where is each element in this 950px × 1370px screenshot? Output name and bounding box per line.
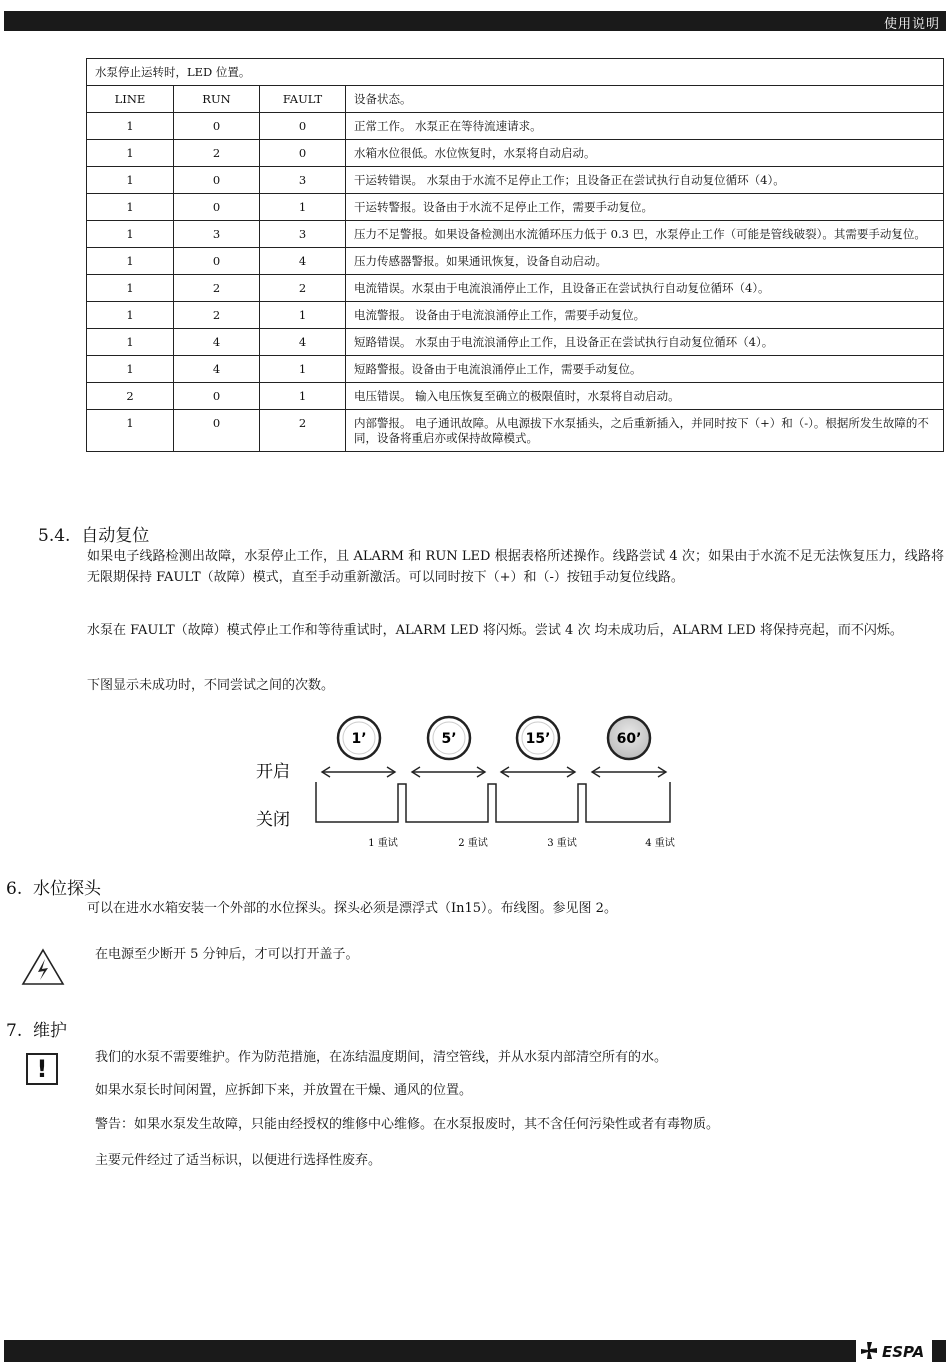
table-caption-row bbox=[87, 59, 944, 86]
cell-fault: 1 bbox=[260, 356, 346, 383]
logo-text: ESPA bbox=[882, 1343, 925, 1361]
cell-fault: 4 bbox=[260, 329, 346, 356]
cell-fault: 3 bbox=[260, 221, 346, 248]
cell-fault: 2 bbox=[260, 275, 346, 302]
header-bar bbox=[4, 11, 946, 31]
section-number: 6. bbox=[6, 879, 23, 899]
led-status-table bbox=[86, 58, 944, 452]
paragraph: 如果水泵长时间闲置，应拆卸下来，并放置在干燥、通风的位置。 bbox=[95, 1083, 473, 1098]
table-row bbox=[87, 167, 944, 194]
interval-clock-60 bbox=[608, 717, 650, 759]
table-row bbox=[87, 410, 944, 452]
cell-line: 1 bbox=[87, 248, 174, 275]
paragraph: 水泵在 FAULT（故障）模式停止工作和等待重试时，ALARM LED 将闪烁。尝试 4 次 均未成功后，ALARM LED 将保持亮起，而不闪烁。 bbox=[87, 623, 903, 638]
column-header-status: 设备状态。 bbox=[346, 86, 944, 113]
retry-label: 2 重试 bbox=[458, 838, 488, 849]
cell-status: 干运转警报。设备由于水流不足停止工作，需要手动复位。 bbox=[346, 194, 944, 221]
cell-fault: 1 bbox=[260, 302, 346, 329]
table-row bbox=[87, 356, 944, 383]
cell-status: 内部警报。 电子通讯故障。从电源拔下水泵插头，之后重新插入，并同时按下（+）和（-）。根据所发生故障的不同，设备将重启亦或保持故障模式。 bbox=[346, 410, 944, 452]
cell-status: 正常工作。 水泵正在等待流速请求。 bbox=[346, 113, 944, 140]
footer-bar bbox=[4, 1340, 856, 1362]
cell-run: 3 bbox=[174, 221, 260, 248]
interval-label: 5’ bbox=[441, 731, 457, 747]
cell-line: 1 bbox=[87, 167, 174, 194]
section-heading-7 bbox=[6, 1016, 67, 1041]
cell-run: 2 bbox=[174, 302, 260, 329]
cell-line: 2 bbox=[87, 383, 174, 410]
cell-fault: 4 bbox=[260, 248, 346, 275]
interval-clock-5 bbox=[428, 717, 470, 759]
section-heading-6 bbox=[6, 874, 101, 899]
cell-status: 水箱水位很低。水位恢复时，水泵将自动启动。 bbox=[346, 140, 944, 167]
table-row bbox=[87, 275, 944, 302]
cell-run: 2 bbox=[174, 140, 260, 167]
cell-fault: 1 bbox=[260, 383, 346, 410]
cell-fault: 3 bbox=[260, 167, 346, 194]
section-title: 维护 bbox=[33, 1021, 68, 1041]
cell-run: 0 bbox=[174, 410, 260, 452]
cell-run: 4 bbox=[174, 356, 260, 383]
cell-line: 1 bbox=[87, 221, 174, 248]
section-heading-5-4 bbox=[38, 521, 149, 546]
table-row bbox=[87, 140, 944, 167]
cell-status: 电流警报。 设备由于电流浪涌停止工作，需要手动复位。 bbox=[346, 302, 944, 329]
cell-line: 1 bbox=[87, 329, 174, 356]
interval-label: 15’ bbox=[525, 731, 551, 747]
cell-status: 干运转错误。 水泵由于水流不足停止工作；且设备正在尝试执行自动复位循环（4）。 bbox=[346, 167, 944, 194]
table-row bbox=[87, 113, 944, 140]
interval-arrows bbox=[322, 767, 666, 777]
cell-status: 电压错误。 输入电压恢复至确立的极限值时，水泵将自动启动。 bbox=[346, 383, 944, 410]
table-row bbox=[87, 329, 944, 356]
column-header-run: RUN bbox=[174, 86, 260, 113]
cell-run: 0 bbox=[174, 167, 260, 194]
warning-text: 在电源至少断开 5 分钟后，才可以打开盖子。 bbox=[95, 947, 359, 962]
paragraph: 警告：如果水泵发生故障，只能由经授权的维修中心维修。在水泵报废时，其不含任何污染性或者有毒物质。 bbox=[95, 1117, 720, 1132]
cell-run: 0 bbox=[174, 383, 260, 410]
off-label: 关闭 bbox=[256, 810, 290, 830]
cell-run: 4 bbox=[174, 329, 260, 356]
cell-run: 0 bbox=[174, 113, 260, 140]
signal-waveform bbox=[316, 782, 670, 822]
cell-status: 短路警报。设备由于电流浪涌停止工作，需要手动复位。 bbox=[346, 356, 944, 383]
cell-status: 短路错误。 水泵由于电流浪涌停止工作，且设备正在尝试执行自动复位循环（4）。 bbox=[346, 329, 944, 356]
electrical-hazard-icon bbox=[21, 948, 65, 986]
cell-line: 1 bbox=[87, 194, 174, 221]
cell-line: 1 bbox=[87, 140, 174, 167]
header-title: 使用说明 bbox=[883, 17, 940, 32]
cell-fault: 2 bbox=[260, 410, 346, 452]
interval-label: 60’ bbox=[616, 731, 642, 747]
cell-run: 0 bbox=[174, 194, 260, 221]
cell-fault: 0 bbox=[260, 113, 346, 140]
interval-clock-15 bbox=[517, 717, 559, 759]
cell-line: 1 bbox=[87, 410, 174, 452]
retry-timing-diagram bbox=[250, 710, 690, 860]
section-number: 7. bbox=[6, 1021, 23, 1041]
paragraph: 我们的水泵不需要维护。作为防范措施，在冻结温度期间，清空管线，并从水泵内部清空所有的水。 bbox=[95, 1050, 668, 1065]
table-row bbox=[87, 383, 944, 410]
column-header-line: LINE bbox=[87, 86, 174, 113]
retry-label: 1 重试 bbox=[368, 838, 398, 849]
table-row bbox=[87, 248, 944, 275]
table-row bbox=[87, 302, 944, 329]
cell-status: 电流错误。水泵由于电流浪涌停止工作，且设备正在尝试执行自动复位循环（4）。 bbox=[346, 275, 944, 302]
cell-fault: 1 bbox=[260, 194, 346, 221]
paragraph: 如果电子线路检测出故障，水泵停止工作，且 ALARM 和 RUN LED 根据表格所述操作。线路尝试 4 次；如果由于水流不足无法恢复压力，线路将无限期保持 FAULT（故障）模式，直至手动重新激活。可以同时按下（+）和（-）按钮手动复位线路。 bbox=[87, 549, 944, 585]
column-header-fault: FAULT bbox=[260, 86, 346, 113]
cell-run: 0 bbox=[174, 248, 260, 275]
retry-label: 3 重试 bbox=[547, 838, 577, 849]
footer-bar-end bbox=[932, 1340, 946, 1362]
cell-run: 2 bbox=[174, 275, 260, 302]
table-row bbox=[87, 221, 944, 248]
paragraph: 主要元件经过了适当标识，以便进行选择性废弃。 bbox=[95, 1153, 382, 1168]
exclamation-icon: ! bbox=[26, 1053, 58, 1085]
retry-label: 4 重试 bbox=[645, 838, 675, 849]
cell-status: 压力传感器警报。如果通讯恢复，设备自动启动。 bbox=[346, 248, 944, 275]
cell-line: 1 bbox=[87, 275, 174, 302]
cell-fault: 0 bbox=[260, 140, 346, 167]
on-label: 开启 bbox=[256, 762, 290, 782]
paragraph: 下图显示未成功时，不同尝试之间的次数。 bbox=[87, 678, 335, 693]
interval-label: 1’ bbox=[351, 731, 367, 747]
table-caption: 水泵停止运转时，LED 位置。 bbox=[87, 59, 944, 86]
interval-clock-1 bbox=[338, 717, 380, 759]
section-title: 自动复位 bbox=[81, 526, 150, 546]
section-title: 水位探头 bbox=[33, 879, 102, 899]
paragraph: 可以在进水水箱安装一个外部的水位探头。探头必须是漂浮式（In15）。布线图。参见图 2。 bbox=[87, 901, 617, 916]
cell-status: 压力不足警报。如果设备检测出水流循环压力低于 0.3 巴，水泵停止工作（可能是管线破裂）。其需要手动复位。 bbox=[346, 221, 944, 248]
table-header-row bbox=[87, 86, 944, 113]
cell-line: 1 bbox=[87, 302, 174, 329]
table-row bbox=[87, 194, 944, 221]
cell-line: 1 bbox=[87, 113, 174, 140]
cell-line: 1 bbox=[87, 356, 174, 383]
section-number: 5.4. bbox=[38, 526, 71, 546]
